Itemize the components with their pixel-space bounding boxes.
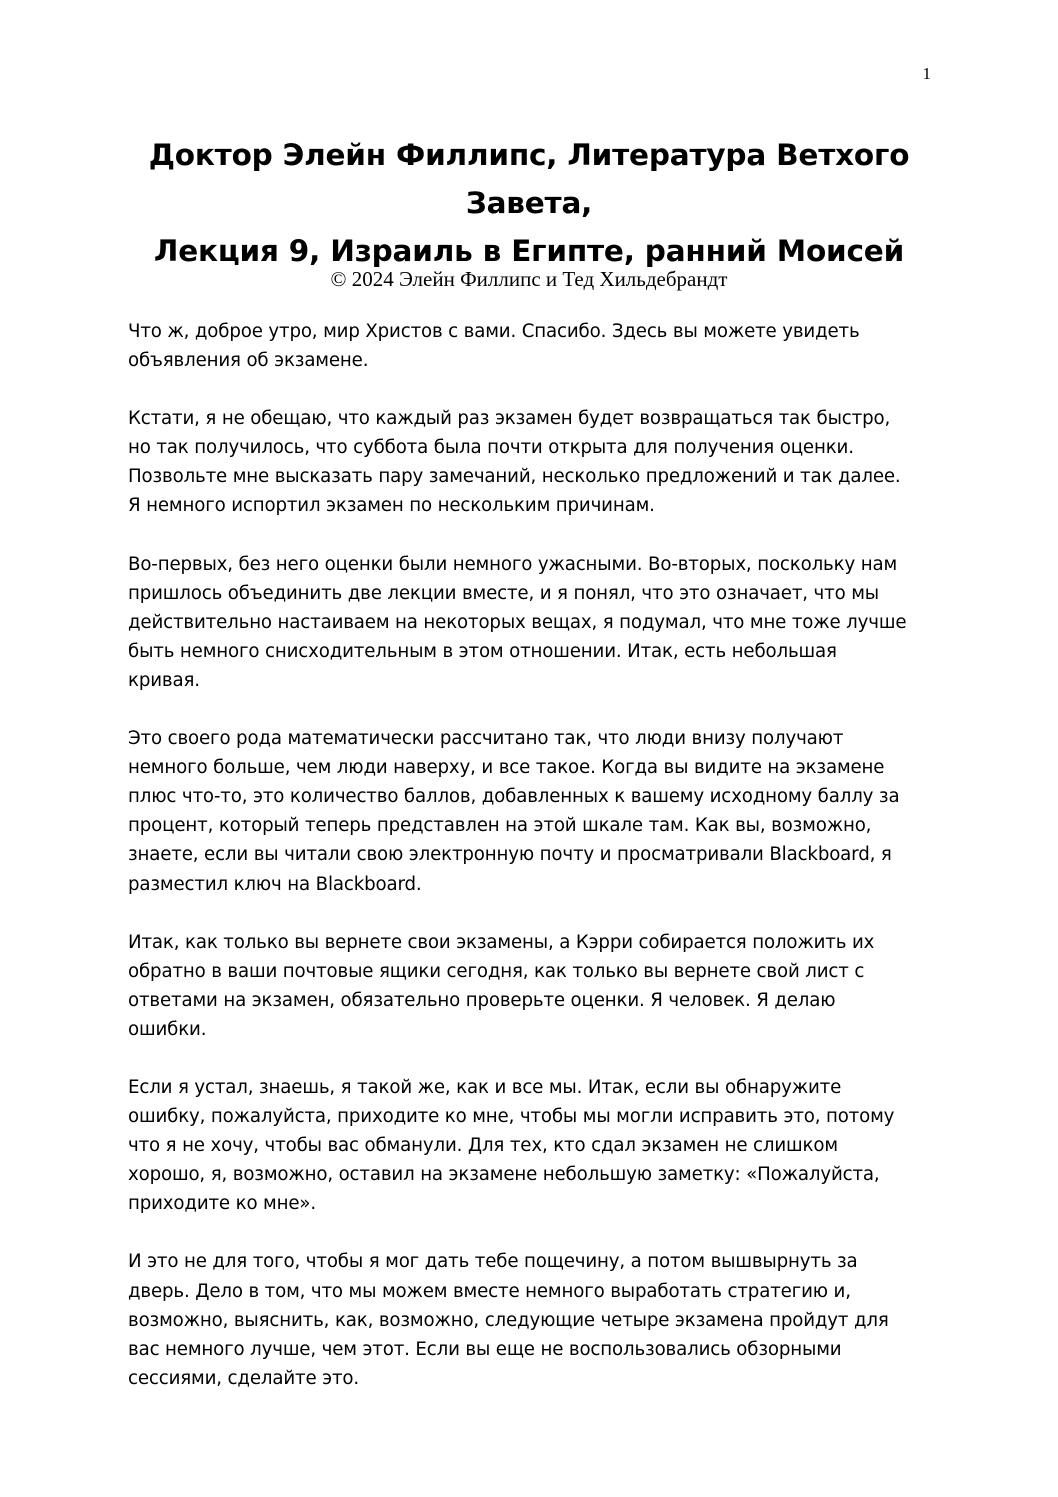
text-line: сессиями, сделайте это.	[128, 1367, 360, 1389]
text-line: ошибки.	[128, 1018, 207, 1040]
text-line: немного больше, чем люди наверху, и все такое. Когда вы видите на экзамене	[128, 757, 885, 779]
text-line: Это своего рода математически рассчитано так, что люди внизу получают	[128, 728, 844, 750]
text-line: пришлось объединить две лекции вместе, и я понял, что это означает, что мы	[128, 582, 879, 604]
text-line: Я немного испортил экзамен по нескольким причинам.	[128, 495, 655, 517]
text-line: вас немного лучше, чем этот. Если вы еще не воспользовались обзорными	[128, 1338, 842, 1360]
title-line: Доктор Элейн Филлипс, Литература Ветхого	[148, 138, 910, 172]
text-line: обратно в ваши почтовые ящики сегодня, как только вы вернете свой лист с	[128, 960, 865, 982]
text-line: Кстати, я не обещаю, что каждый раз экзамен будет возвращаться так быстро,	[128, 408, 891, 430]
paragraph	[128, 724, 940, 899]
text-line: И это не для того, чтобы я мог дать тебе пощечину, а потом вышвырнуть за	[128, 1251, 858, 1273]
text-line: объявления об экзамене.	[128, 350, 369, 372]
text-line: что я не хочу, чтобы вас обманули. Для тех, кто сдал экзамен не слишком	[128, 1135, 838, 1157]
title-line: Завета,	[465, 186, 593, 220]
text-line: процент, который теперь представлен на этой шкале там. Как вы, возможно,	[128, 815, 872, 837]
document-title	[100, 131, 958, 275]
paragraph	[128, 404, 940, 520]
text-line: ответами на экзамен, обязательно проверьте оценки. Я человек. Я делаю	[128, 989, 836, 1011]
text-line: но так получилось, что суббота была почти открыта для получения оценки.	[128, 437, 854, 459]
copyright-notice: © 2024 Элейн Филлипс и Тед Хильдебрандт	[330, 267, 728, 291]
text-line: плюс что-то, это количество баллов, добавленных к вашему исходному баллу за	[128, 786, 900, 808]
paragraph	[128, 1073, 940, 1218]
paragraph	[128, 550, 940, 695]
text-line: действительно настаиваем на некоторых вещах, я подумал, что мне тоже лучше	[128, 611, 907, 633]
text-line: кривая.	[128, 669, 200, 691]
text-line: приходите ко мне».	[128, 1193, 317, 1215]
page-number: 1	[922, 64, 931, 83]
text-line: возможно, выяснить, как, возможно, следующие четыре экзамена пройдут для	[128, 1309, 889, 1331]
text-line: быть немного снисходительным в этом отношении. Итак, есть небольшая	[128, 640, 837, 662]
paragraph	[128, 928, 940, 1044]
text-line: знаете, если вы читали свою электронную почту и просматривали Blackboard, я	[128, 844, 892, 866]
text-line: Позвольте мне высказать пару замечаний, несколько предложений и так далее.	[128, 466, 901, 488]
paragraph	[128, 317, 940, 375]
title-line: Лекция 9, Израиль в Египте, ранний Моисей	[153, 234, 905, 268]
text-line: разместил ключ на Blackboard.	[128, 873, 422, 895]
lecture-transcript	[128, 317, 940, 1422]
text-line: хорошо, я, возможно, оставил на экзамене небольшую заметку: «Пожалуйста,	[128, 1164, 880, 1186]
text-line: Во-первых, без него оценки были немного ужасными. Во-вторых, поскольку нам	[128, 553, 898, 575]
text-line: Если я устал, знаешь, я такой же, как и все мы. Итак, если вы обнаружите	[128, 1076, 842, 1098]
paragraph	[128, 1247, 940, 1392]
text-line: дверь. Дело в том, что мы можем вместе немного выработать стратегию и,	[128, 1280, 851, 1302]
text-line: Итак, как только вы вернете свои экзамены, а Кэрри собирается положить их	[128, 931, 875, 953]
text-line: ошибку, пожалуйста, приходите ко мне, чтобы мы могли исправить это, потому	[128, 1106, 895, 1128]
text-line: Что ж, доброе утро, мир Христов с вами. Спасибо. Здесь вы можете увидеть	[128, 321, 860, 342]
